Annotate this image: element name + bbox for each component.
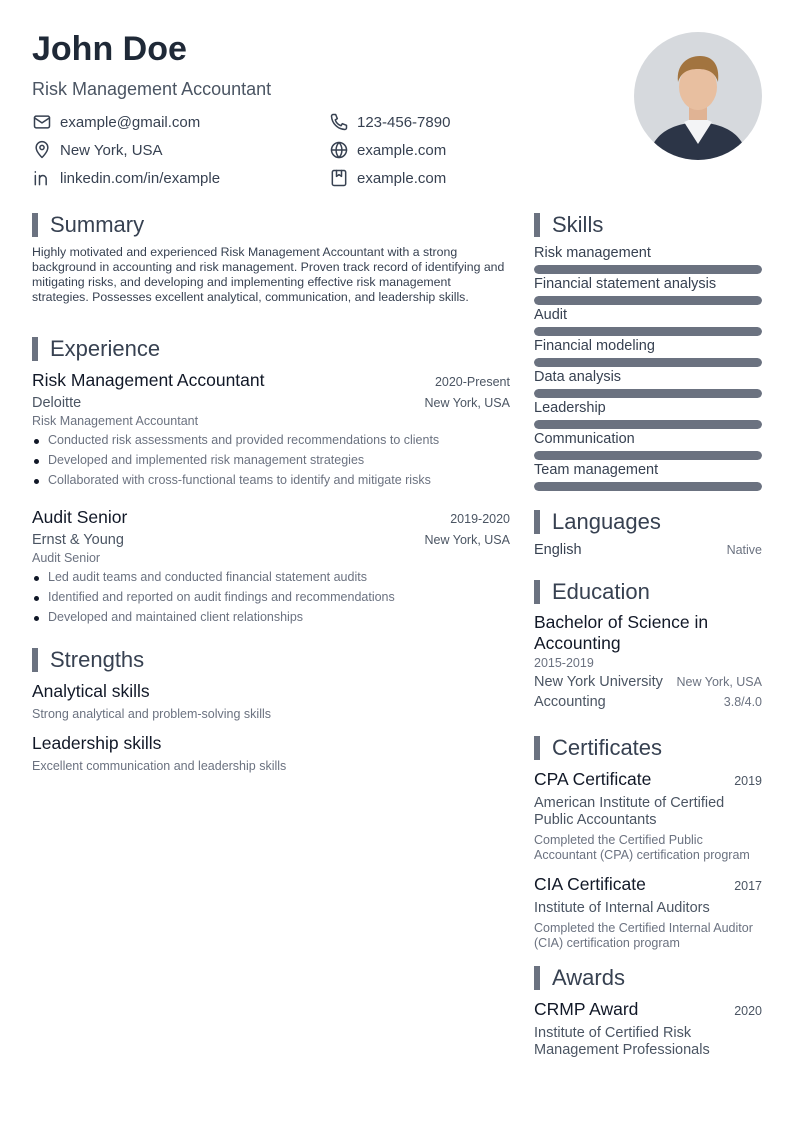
heading-bar [534,510,540,534]
bookmark-icon [329,168,349,188]
linkedin-text: linkedin.com/in/example [60,169,221,187]
award-year: 2020 [734,1004,762,1018]
awards-title: Awards [552,965,625,990]
education-title: Education [552,579,650,604]
list-item: Led audit teams and conducted financial statement audits [32,567,510,587]
experience-item [32,370,510,490]
skill-item [534,431,762,460]
experience-item [32,507,510,627]
skill-item [534,338,762,367]
heading-bar [534,966,540,990]
avatar [634,32,762,160]
heading-bar [32,213,38,237]
job-title: Risk Management Accountant [32,370,265,390]
heading-bar [534,580,540,604]
skill-label: Audit [534,307,568,323]
skill-fill [534,451,762,460]
contact-phone[interactable] [329,112,450,132]
summary-text: Highly motivated and experienced Risk Management Accountant with a strong background in accounting and risk management. Proven track record of identifying and mitigating risks, and developing and implementing effective risk management strategies. Possesses excellent analytical, communication, and leadership skills. [32,245,505,304]
cert-desc: Completed the Certified Internal Auditor (CIA) certification program [534,921,753,950]
mail-icon [32,112,52,132]
language-name: English [534,542,582,558]
skill-bar [534,327,762,336]
skill-bar [534,358,762,367]
skill-label: Communication [534,431,635,447]
skill-bar [534,389,762,398]
skill-fill [534,265,762,274]
skill-bar [534,296,762,305]
award-item [534,999,762,1059]
list-item: Developed and maintained client relationships [32,607,510,627]
heading-bar [32,337,38,361]
strengths-heading [32,648,144,672]
education-heading [534,580,650,604]
list-item: Identified and reported on audit findings and recommendations [32,587,510,607]
job-dates: 2020-Present [434,375,510,389]
job-company: Ernst & Young [32,532,124,548]
skill-fill [534,482,762,491]
contact-website[interactable] [329,140,446,160]
skill-fill [534,296,762,305]
linkedin-icon [32,168,52,188]
skill-fill [534,420,762,429]
cert-issuer: Institute of Internal Auditors [534,900,710,916]
skill-label: Financial modeling [534,338,655,354]
certificates-title: Certificates [552,735,663,760]
heading-bar [32,648,38,672]
skill-fill [534,327,762,336]
certificate-item [534,769,762,863]
cert-title: CIA Certificate [534,874,646,894]
edu-gpa: 3.8/4.0 [723,695,762,709]
job-dates: 2019-2020 [450,512,510,526]
skill-item [534,245,762,274]
skill-fill [534,358,762,367]
skill-item [534,307,762,336]
edu-school: New York University [534,674,663,690]
skill-bar [534,482,762,491]
experience-title: Experience [50,336,161,361]
skill-item [534,276,762,305]
strengths-title: Strengths [50,647,145,672]
contact-portfolio[interactable] [329,168,446,188]
phone-icon [329,112,349,132]
list-item: Developed and implemented risk management strategies [32,450,510,470]
cert-year: 2019 [734,774,762,788]
strength-desc: Strong analytical and problem-solving skills [32,707,272,721]
edu-degree: Bachelor of Science in Accounting [534,612,709,653]
globe-icon [329,140,349,160]
strength-item [32,681,510,721]
summary-title: Summary [50,212,145,237]
phone-text: 123-456-7890 [357,113,451,131]
awards-heading [534,966,625,990]
candidate-title: Risk Management Accountant [32,79,272,99]
contact-location [32,140,163,160]
skill-bar [534,420,762,429]
location-text: New York, USA [60,141,163,159]
candidate-name: John Doe [32,30,187,68]
skill-item [534,369,762,398]
heading-bar [534,213,540,237]
edu-location: New York, USA [676,675,762,689]
strength-title: Leadership skills [32,733,162,753]
skill-item [534,400,762,429]
contact-email[interactable] [32,112,200,132]
cert-desc: Completed the Certified Public Accountant (CPA) certification program [534,833,750,862]
job-company: Deloitte [32,395,82,411]
experience-heading [32,337,160,361]
skill-item [534,462,762,491]
skill-label: Financial statement analysis [534,276,717,292]
edu-field: Accounting [534,694,606,710]
strength-title: Analytical skills [32,681,150,701]
job-role: Audit Senior [32,551,101,565]
email-text: example@gmail.com [60,113,201,131]
skill-label: Team management [534,462,659,478]
languages-heading [534,510,661,534]
language-item [534,542,762,558]
award-issuer: Institute of Certified Risk Management Professionals [534,1025,710,1058]
job-title: Audit Senior [32,507,128,527]
skills-title: Skills [552,212,604,237]
portfolio-text: example.com [357,169,447,187]
cert-issuer: American Institute of Certified Public Accountants [534,795,725,828]
heading-bar [534,736,540,760]
skill-bar [534,451,762,460]
certificates-heading [534,736,662,760]
job-location: New York, USA [424,396,510,410]
website-text: example.com [357,141,447,159]
strength-item [32,733,510,773]
languages-title: Languages [552,509,661,534]
language-level: Native [726,543,762,557]
list-item: Conducted risk assessments and provided recommendations to clients [32,430,510,450]
job-bullets [32,567,510,627]
job-location: New York, USA [424,533,510,547]
job-role: Risk Management Accountant [32,414,199,428]
cert-title: CPA Certificate [534,769,652,789]
award-title: CRMP Award [534,999,639,1019]
map-pin-icon [32,140,52,160]
list-item: Collaborated with cross-functional teams to identify and mitigate risks [32,470,510,490]
cert-year: 2017 [734,879,762,893]
skill-label: Risk management [534,245,651,261]
education-item [534,612,762,710]
contact-linkedin[interactable] [32,168,220,188]
skill-bar [534,265,762,274]
job-bullets [32,430,510,490]
skill-label: Leadership [534,400,606,416]
skills-heading [534,213,603,237]
skill-label: Data analysis [534,369,622,385]
edu-years: 2015-2019 [534,656,594,670]
certificate-item [534,874,762,951]
skill-fill [534,389,762,398]
summary-heading [32,213,144,237]
strength-desc: Excellent communication and leadership skills [32,759,287,773]
